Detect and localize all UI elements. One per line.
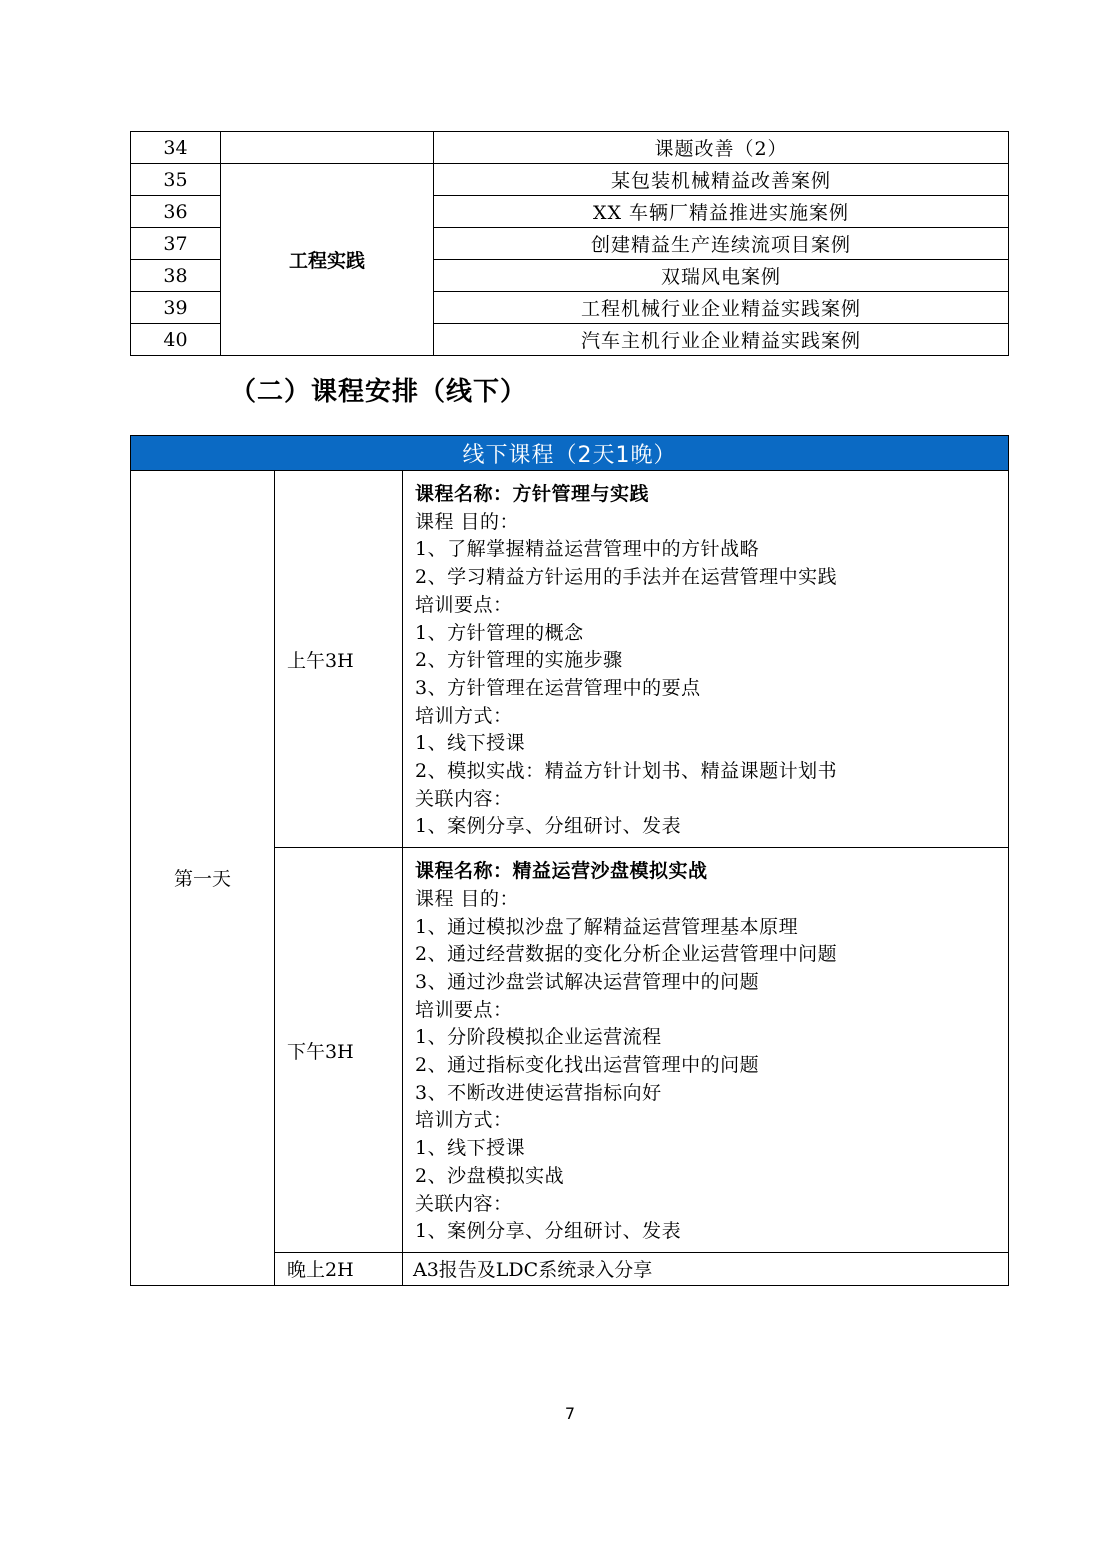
content-line: 1、案例分享、分组研讨、发表 <box>415 1220 682 1243</box>
schedule-header: 线下课程（2天1晚） <box>131 436 1009 471</box>
case-title: 某包装机械精益改善案例 <box>434 164 1009 196</box>
content-line: 培训要点： <box>415 998 513 1021</box>
cases-table <box>130 131 1009 356</box>
evening-slot: 晚上2H <box>275 1252 403 1285</box>
case-title: 汽车主机行业企业精益实践案例 <box>434 324 1009 356</box>
content-line: 1、通过模拟沙盘了解精益运营管理基本原理 <box>415 915 799 938</box>
row-number: 38 <box>131 260 221 292</box>
schedule-table <box>130 435 1009 1286</box>
case-title: 课题改善（2） <box>434 132 1009 164</box>
evening-content: A3报告及LDC系统录入分享 <box>403 1252 1009 1285</box>
content-line: 3、通过沙盘尝试解决运营管理中的问题 <box>415 970 760 993</box>
content-line: 1、了解掌握精益运营管理中的方针战略 <box>415 538 760 561</box>
table-row <box>131 164 1009 196</box>
course-name: 课程名称：精益运营沙盘模拟实战 <box>415 860 708 883</box>
content-line: 1、分阶段模拟企业运营流程 <box>415 1026 662 1049</box>
content-line: 2、通过经营数据的变化分析企业运营管理中问题 <box>415 943 838 966</box>
row-number: 37 <box>131 228 221 260</box>
content-line: 2、模拟实战：精益方针计划书、精益课题计划书 <box>415 760 838 783</box>
morning-row <box>131 471 1009 848</box>
content-line: 1、案例分享、分组研讨、发表 <box>415 815 682 838</box>
content-line: 培训方式： <box>415 704 513 727</box>
case-title: 工程机械行业企业精益实践案例 <box>434 292 1009 324</box>
content-line: 关联内容： <box>415 787 513 810</box>
case-title: 双瑞风电案例 <box>434 260 1009 292</box>
schedule-header-row <box>131 436 1009 471</box>
row-number: 40 <box>131 324 221 356</box>
morning-content <box>403 471 1009 848</box>
content-line: 培训要点： <box>415 593 513 616</box>
case-title: XX 车辆厂精益推进实施案例 <box>434 196 1009 228</box>
row-number: 35 <box>131 164 221 196</box>
row-number: 36 <box>131 196 221 228</box>
case-title: 创建精益生产连续流项目案例 <box>434 228 1009 260</box>
day-label: 第一天 <box>131 471 275 1286</box>
content-line: 2、学习精益方针运用的手法并在运营管理中实践 <box>415 566 838 589</box>
content-line: 3、方针管理在运营管理中的要点 <box>415 676 701 699</box>
content-line: 1、线下授课 <box>415 732 526 755</box>
content-line: 课程 目的： <box>415 887 520 910</box>
empty-group-cell <box>221 132 434 164</box>
content-line: 2、沙盘模拟实战 <box>415 1164 565 1187</box>
table-row <box>131 132 1009 164</box>
course-name: 课程名称：方针管理与实践 <box>415 483 650 505</box>
afternoon-slot: 下午3H <box>275 848 403 1253</box>
row-number: 39 <box>131 292 221 324</box>
content-line: 课程 目的： <box>415 510 520 533</box>
content-line: 关联内容： <box>415 1192 513 1215</box>
group-label: 工程实践 <box>221 164 434 356</box>
section-heading: （二）课程安排（线下） <box>230 377 528 407</box>
content-line: 1、线下授课 <box>415 1137 526 1160</box>
content-line: 2、通过指标变化找出运营管理中的问题 <box>415 1054 760 1077</box>
morning-slot: 上午3H <box>275 471 403 848</box>
row-number: 34 <box>131 132 221 164</box>
content-line: 2、方针管理的实施步骤 <box>415 649 623 672</box>
content-line: 培训方式： <box>415 1109 513 1132</box>
page-number: 7 <box>564 1404 576 1423</box>
content-line: 3、不断改进使运营指标向好 <box>415 1081 662 1104</box>
afternoon-content <box>403 848 1009 1253</box>
content-line: 1、方针管理的概念 <box>415 621 584 644</box>
